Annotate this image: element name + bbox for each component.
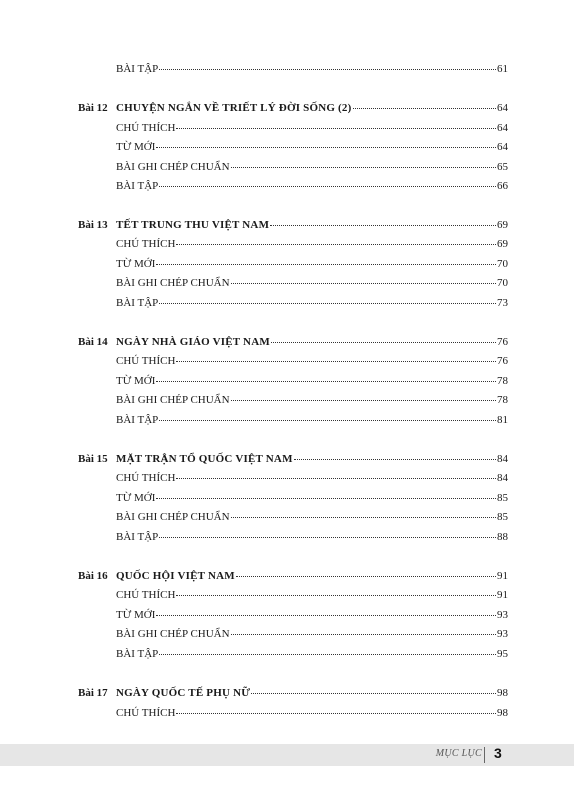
toc-page-number: 85 <box>497 492 508 504</box>
toc-item[interactable] <box>0 412 574 428</box>
dot-leader <box>156 605 496 616</box>
toc-item-title: CHÚ THÍCH <box>116 472 176 484</box>
footer-page-number: 3 <box>494 745 502 761</box>
lesson-title: MẶT TRẬN TỔ QUỐC VIỆT NAM <box>116 453 293 465</box>
dot-leader <box>176 585 496 596</box>
dot-leader <box>231 507 496 518</box>
toc-page-number: 73 <box>497 297 508 309</box>
toc-item[interactable] <box>0 470 574 486</box>
dot-leader <box>231 273 496 284</box>
toc-lesson-12[interactable] <box>0 100 574 116</box>
toc-page-number: 93 <box>497 628 508 640</box>
toc-item-title: BÀI GHI CHÉP CHUẨN <box>116 628 230 640</box>
toc-page-number: 93 <box>497 609 508 621</box>
toc-item-title: TỪ MỚI <box>116 141 156 153</box>
toc-page-number: 95 <box>497 648 508 660</box>
toc-item[interactable] <box>0 275 574 291</box>
dot-leader <box>231 624 496 635</box>
dot-leader <box>156 488 496 499</box>
lesson-title: NGÀY NHÀ GIÁO VIỆT NAM <box>116 336 270 348</box>
toc-item[interactable] <box>0 607 574 623</box>
toc-page-number: 65 <box>497 161 508 173</box>
toc-item[interactable] <box>0 587 574 603</box>
toc-item[interactable] <box>0 509 574 525</box>
toc-item[interactable] <box>0 490 574 506</box>
dot-leader <box>176 351 496 362</box>
toc-item[interactable] <box>0 705 574 721</box>
toc-lesson-16[interactable] <box>0 568 574 584</box>
toc-item[interactable] <box>0 256 574 272</box>
toc-page-number: 98 <box>497 707 508 719</box>
toc-page-number: 78 <box>497 375 508 387</box>
toc-item-title: CHÚ THÍCH <box>116 355 176 367</box>
toc-item-title: BÀI TẬP <box>116 180 159 192</box>
toc-page-number: 64 <box>497 141 508 153</box>
dot-leader <box>159 527 496 538</box>
toc-item-title: BÀI TẬP <box>116 297 159 309</box>
lesson-number: Bài 15 <box>78 453 108 465</box>
lesson-number: Bài 12 <box>78 102 108 114</box>
toc-item-title: CHÚ THÍCH <box>116 589 176 601</box>
toc-page-number: 61 <box>497 63 508 75</box>
dot-leader <box>176 118 496 129</box>
lesson-number: Bài 17 <box>78 687 108 699</box>
toc-item-title: BÀI GHI CHÉP CHUẨN <box>116 394 230 406</box>
toc-item-title: BÀI TẬP <box>116 63 159 75</box>
toc-item[interactable] <box>0 529 574 545</box>
toc-item-title: CHÚ THÍCH <box>116 122 176 134</box>
toc-page-number: 91 <box>497 570 508 582</box>
toc-item-title: CHÚ THÍCH <box>116 238 176 250</box>
toc-page-number: 85 <box>497 511 508 523</box>
dot-leader <box>231 390 496 401</box>
toc-page-number: 76 <box>497 355 508 367</box>
toc-item-title: TỪ MỚI <box>116 492 156 504</box>
toc-page-number: 69 <box>497 219 508 231</box>
toc-item[interactable] <box>0 139 574 155</box>
dot-leader <box>231 157 496 168</box>
dot-leader <box>270 215 496 226</box>
toc-page-number: 64 <box>497 102 508 114</box>
toc-item[interactable] <box>0 295 574 311</box>
toc-page-number: 66 <box>497 180 508 192</box>
toc-item[interactable] <box>0 353 574 369</box>
dot-leader <box>294 449 496 460</box>
lesson-title: QUỐC HỘI VIỆT NAM <box>116 570 235 582</box>
toc-item-title: BÀI GHI CHÉP CHUẨN <box>116 511 230 523</box>
toc-item[interactable] <box>0 159 574 175</box>
dot-leader <box>159 410 496 421</box>
toc-item[interactable] <box>0 236 574 252</box>
toc-page-number: 91 <box>497 589 508 601</box>
toc-item-title: TỪ MỚI <box>116 375 156 387</box>
toc-page-number: 70 <box>497 258 508 270</box>
dot-leader <box>176 234 496 245</box>
toc-item-title: TỪ MỚI <box>116 258 156 270</box>
toc-lesson-17[interactable] <box>0 685 574 701</box>
dot-leader <box>353 98 497 109</box>
toc-item[interactable] <box>0 646 574 662</box>
toc-item[interactable] <box>0 626 574 642</box>
toc-page-number: 84 <box>497 453 508 465</box>
toc-page-number: 78 <box>497 394 508 406</box>
toc-page-number: 81 <box>497 414 508 426</box>
dot-leader <box>156 371 496 382</box>
dot-leader <box>159 644 496 655</box>
dot-leader <box>176 468 496 479</box>
page-footer <box>0 744 574 766</box>
dot-leader <box>159 59 496 70</box>
toc-item-title: BÀI GHI CHÉP CHUẨN <box>116 277 230 289</box>
toc-item[interactable] <box>0 392 574 408</box>
lesson-title: TẾT TRUNG THU VIỆT NAM <box>116 219 270 231</box>
toc-lesson-13[interactable] <box>0 217 574 233</box>
toc-lesson-14[interactable] <box>0 334 574 350</box>
toc-page-number: 69 <box>497 238 508 250</box>
dot-leader <box>236 566 496 577</box>
dot-leader <box>271 332 496 343</box>
toc-item[interactable] <box>0 120 574 136</box>
toc-item-title: BÀI TẬP <box>116 414 159 426</box>
toc-item-title: BÀI GHI CHÉP CHUẨN <box>116 161 230 173</box>
toc-page-number: 84 <box>497 472 508 484</box>
lesson-number: Bài 13 <box>78 219 108 231</box>
toc-page-number: 76 <box>497 336 508 348</box>
dot-leader <box>159 293 496 304</box>
lesson-number: Bài 14 <box>78 336 108 348</box>
toc-item-title: CHÚ THÍCH <box>116 707 176 719</box>
lesson-number: Bài 16 <box>78 570 108 582</box>
lesson-title: CHUYỆN NGẮN VỀ TRIẾT LÝ ĐỜI SỐNG (2) <box>116 102 352 114</box>
toc-page-number: 64 <box>497 122 508 134</box>
toc-item[interactable] <box>0 178 574 194</box>
toc-item-title: TỪ MỚI <box>116 609 156 621</box>
dot-leader <box>176 703 496 714</box>
toc-item-title: BÀI TẬP <box>116 648 159 660</box>
footer-section-label: MỤC LỤC <box>435 748 482 759</box>
toc-page-number: 88 <box>497 531 508 543</box>
dot-leader <box>156 137 496 148</box>
toc-item[interactable] <box>0 373 574 389</box>
toc-item[interactable] <box>0 61 574 77</box>
toc-lesson-15[interactable] <box>0 451 574 467</box>
toc-page-number: 70 <box>497 277 508 289</box>
footer-divider <box>484 747 485 763</box>
dot-leader <box>156 254 496 265</box>
lesson-title: NGÀY QUỐC TẾ PHỤ NỮ <box>116 687 251 699</box>
dot-leader <box>159 176 496 187</box>
toc-item-title: BÀI TẬP <box>116 531 159 543</box>
dot-leader <box>251 683 496 694</box>
toc-page-number: 98 <box>497 687 508 699</box>
